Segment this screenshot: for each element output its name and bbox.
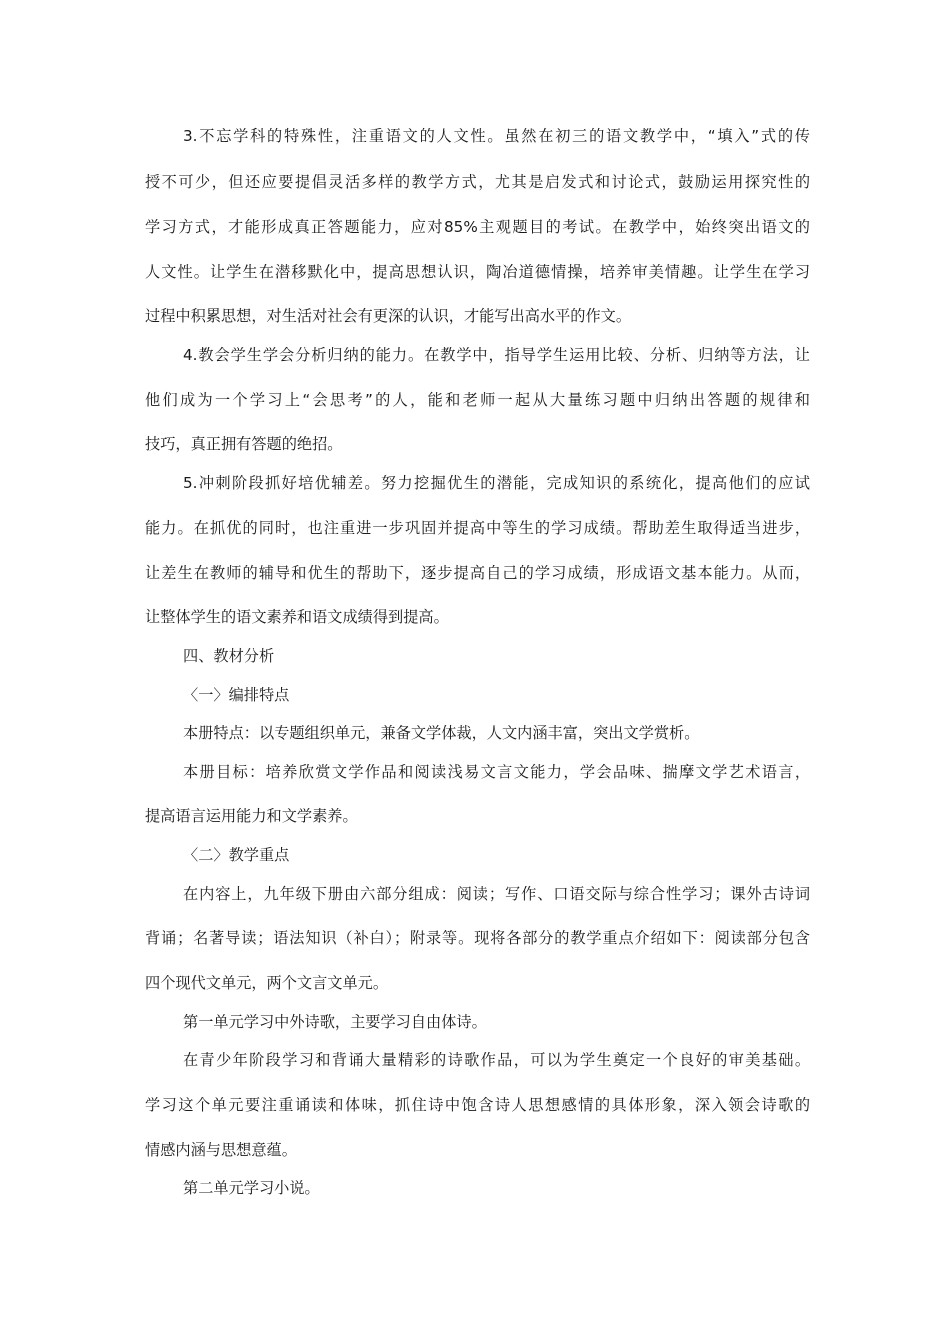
paragraph-line: 让差生在教师的辅导和优生的帮助下，逐步提高自己的学习成绩，形成语文基本能力。从而，	[145, 564, 810, 582]
book-features: 本册特点：以专题组织单元，兼备文学体裁，人文内涵丰富，突出文学赏析。	[183, 724, 700, 742]
unit-1-intro: 第一单元学习中外诗歌，主要学习自由体诗。	[183, 1013, 487, 1031]
paragraph-line: 能力。在抓优的同时，也注重进一步巩固并提高中等生的学习成绩。帮助差生取得适当进步，	[145, 519, 810, 537]
paragraph-line: 让整体学生的语文素养和语文成绩得到提高。	[145, 608, 449, 626]
subheading-arrangement-features: 〈一〉编排特点	[183, 686, 290, 704]
paragraph-line: 3.不忘学科的特殊性，注重语文的人文性。虽然在初三的语文教学中，“填入”式的传	[183, 127, 810, 145]
paragraph-line: 5.冲刺阶段抓好培优辅差。努力挖掘优生的潜能，完成知识的系统化，提高他们的应试	[183, 474, 810, 492]
section-heading-textbook-analysis: 四、教材分析	[183, 647, 275, 665]
paragraph-line: 在内容上，九年级下册由六部分组成：阅读；写作、口语交际与综合性学习；课外古诗词	[183, 885, 810, 903]
paragraph-line: 他们成为一个学习上“会思考”的人，能和老师一起从大量练习题中归纳出答题的规律和	[145, 391, 810, 409]
paragraph-line: 情感内涵与思想意蕴。	[145, 1141, 297, 1159]
subheading-teaching-focus: 〈二〉教学重点	[183, 846, 290, 864]
paragraph-line: 提高语言运用能力和文学素养。	[145, 807, 358, 825]
paragraph-line: 过程中积累思想，对生活对社会有更深的认识，才能写出高水平的作文。	[145, 307, 631, 325]
paragraph-line: 人文性。让学生在潜移默化中，提高思想认识，陶冶道德情操，培养审美情趣。让学生在学习	[145, 263, 810, 281]
paragraph-line: 4.教会学生学会分析归纳的能力。在教学中，指导学生运用比较、分析、归纳等方法，让	[183, 346, 810, 364]
paragraph-line: 背诵；名著导读；语法知识（补白）；附录等。现将各部分的教学重点介绍如下：阅读部分包含	[145, 929, 810, 947]
paragraph-line: 本册目标：培养欣赏文学作品和阅读浅易文言文能力，学会品味、揣摩文学艺术语言，	[183, 763, 810, 781]
paragraph-line: 在青少年阶段学习和背诵大量精彩的诗歌作品，可以为学生奠定一个良好的审美基础。	[183, 1051, 810, 1069]
paragraph-line: 学习方式，才能形成真正答题能力，应对85%主观题目的考试。在教学中，始终突出语文的	[145, 218, 810, 236]
paragraph-line: 授不可少，但还应要提倡灵活多样的教学方式，尤其是启发式和讨论式，鼓励运用探究性的	[145, 173, 810, 191]
unit-2-intro: 第二单元学习小说。	[183, 1179, 320, 1197]
paragraph-line: 学习这个单元要注重诵读和体味，抓住诗中饱含诗人思想感情的具体形象，深入领会诗歌的	[145, 1096, 810, 1114]
paragraph-line: 四个现代文单元，两个文言文单元。	[145, 974, 388, 992]
paragraph-line: 技巧，真正拥有答题的绝招。	[145, 435, 343, 453]
